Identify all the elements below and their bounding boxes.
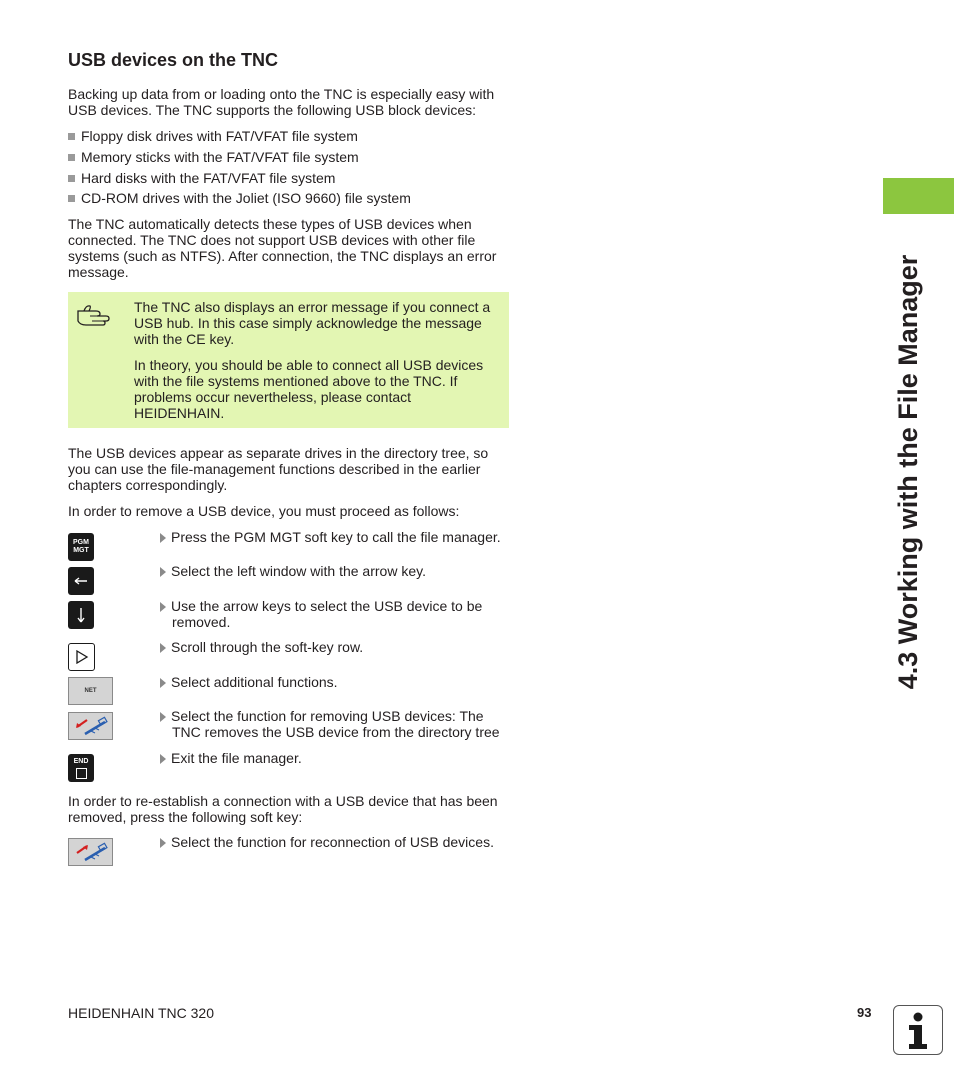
bullet-item: Memory sticks with the FAT/VFAT file system (68, 149, 359, 165)
note-paragraph: The TNC also displays an error message if you connect a USB hub. In this case simply acknowledge the message with the CE key. (134, 299, 491, 347)
intro-paragraph: Backing up data from or loading onto the TNC is especially easy with USB devices. The TNC supports the following USB block devices: (68, 86, 495, 118)
step-item: Select additional functions. (160, 674, 520, 690)
step-item: Scroll through the soft-key row. (160, 639, 520, 655)
arrow-bullet-icon (160, 754, 166, 764)
step-item: Select the left window with the arrow key. (160, 563, 520, 579)
arrow-down-key-icon (68, 601, 94, 629)
arrow-bullet-icon (160, 567, 166, 577)
arrow-left-key-icon (68, 567, 94, 595)
step-item: Select the function for reconnection of USB devices. (160, 834, 520, 850)
info-icon (893, 1005, 943, 1055)
net-softkey-icon: NET (68, 677, 113, 705)
bullet-item: CD-ROM drives with the Joliet (ISO 9660) file system (68, 190, 411, 206)
page-number: 93 (857, 1005, 872, 1020)
step-item: Use the arrow keys to select the USB device to be removed. (160, 598, 520, 630)
step-item: Select the function for removing USB devices: The TNC removes the USB device from the directory tree (160, 708, 520, 740)
bullet-item: Hard disks with the FAT/VFAT file system (68, 170, 335, 186)
step-item: Exit the file manager. (160, 750, 520, 766)
bullet-square-icon (68, 133, 75, 140)
arrow-bullet-icon (160, 643, 166, 653)
bullet-square-icon (68, 195, 75, 202)
bullet-item: Floppy disk drives with FAT/VFAT file system (68, 128, 358, 144)
arrow-bullet-icon (160, 533, 166, 543)
pointing-hand-icon (76, 302, 110, 328)
note-box (68, 292, 509, 428)
remove-intro: In order to remove a USB device, you must proceed as follows: (68, 503, 460, 519)
arrow-bullet-icon (160, 678, 166, 688)
note-paragraph: In theory, you should be able to connect all USB devices with the file systems mentioned above to the TNC. If problems occur nevertheless, please contact HEIDENHAIN. (134, 357, 484, 421)
arrow-bullet-icon (160, 712, 166, 722)
end-key-icon: END (68, 754, 94, 782)
bullet-square-icon (68, 154, 75, 161)
step-item: Press the PGM MGT soft key to call the file manager. (160, 529, 520, 545)
detect-paragraph: The TNC automatically detects these types of USB devices when connected. The TNC does not support USB devices with other file systems (such as NTFS). After connection, the TNC displays an error message. (68, 216, 497, 280)
arrow-bullet-icon (160, 602, 166, 612)
remove-usb-softkey-icon (68, 712, 113, 740)
bullet-square-icon (68, 175, 75, 182)
section-heading: USB devices on the TNC (68, 50, 279, 70)
reconnect-paragraph: In order to re-establish a connection with a USB device that has been removed, press the following soft key: (68, 793, 498, 825)
next-softkey-row-key-icon (68, 643, 95, 671)
connect-usb-softkey-icon (68, 838, 113, 866)
pgm-mgt-key-icon: PGM MGT (68, 533, 94, 561)
chapter-tab-marker (883, 178, 954, 214)
footer-product-name: HEIDENHAIN TNC 320 (68, 1005, 215, 1021)
drives-paragraph: The USB devices appear as separate drives in the directory tree, so you can use the file-management functions described in the earlier chapters correspondingly. (68, 445, 489, 493)
arrow-bullet-icon (160, 838, 166, 848)
